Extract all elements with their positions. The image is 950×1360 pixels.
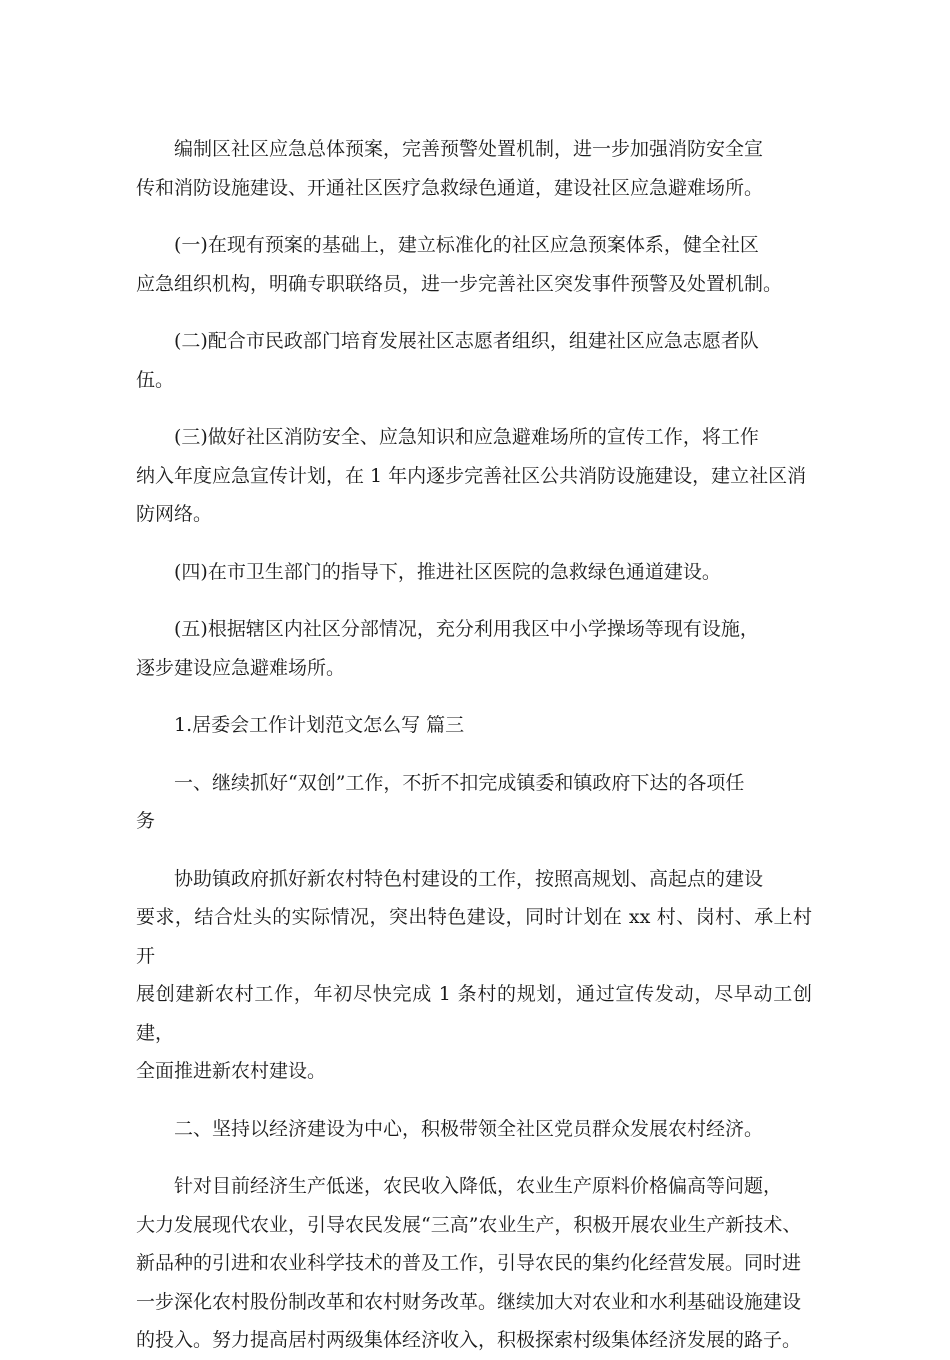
text-line: 纳入年度应急宣传计划，在 1 年内逐步完善社区公共消防设施建设，建立社区消 — [136, 464, 807, 487]
text-line: 新品种的引进和农业科学技术的普及工作，引导农民的集约化经营发展。同时进 — [136, 1252, 802, 1274]
text-line: (三)做好社区消防安全、应急知识和应急避难场所的宣传工作，将工作 — [174, 426, 759, 448]
text-line: 传和消防设施建设、开通社区医疗急救绿色通道，建设社区应急避难场所。 — [136, 176, 764, 199]
paragraph-item-5 — [136, 610, 812, 687]
document-page — [136, 130, 812, 1360]
text-line: 一、继续抓好“双创”工作，不折不扣完成镇委和镇政府下达的各项任 — [174, 771, 745, 794]
section-heading: 1.居委会工作计划范文怎么写 篇三 — [174, 714, 465, 736]
text-line: 一步深化农村股份制改革和农村财务改革。继续加大对农业和水利基础设施建设 — [136, 1290, 802, 1313]
text-line: 展创建新农村工作，年初尽快完成 1 条村的规划，通过宣传发动，尽早动工创建， — [136, 983, 812, 1044]
text-line: 的投入。努力提高居村两级集体经济收入，积极探索村级集体经济发展的路子。 — [136, 1329, 802, 1351]
text-line: (二)配合市民政部门培育发展社区志愿者组织，组建社区应急志愿者队 — [174, 330, 759, 352]
text-line: 应急组织机构，明确专职联络员，进一步完善社区突发事件预警及处置机制。 — [136, 272, 783, 295]
paragraph-item-4 — [136, 553, 812, 592]
text-line: 务 — [136, 810, 156, 832]
paragraph-section-2-title — [136, 1110, 812, 1149]
text-line: 逐步建设应急避难场所。 — [136, 656, 346, 679]
text-line: 协助镇政府抓好新农村特色村建设的工作，按照高规划、高起点的建设 — [174, 867, 764, 890]
text-line: 防网络。 — [136, 503, 213, 525]
paragraph-new-village — [136, 860, 812, 1091]
paragraph-item-1 — [136, 226, 812, 303]
text-line: 全面推进新农村建设。 — [136, 1060, 327, 1082]
paragraph-section-1-title — [136, 764, 812, 841]
text-line: (一)在现有预案的基础上，建立标准化的社区应急预案体系，健全社区 — [174, 234, 759, 256]
text-line: 编制区社区应急总体预案，完善预警处置机制，进一步加强消防安全宣 — [174, 138, 764, 160]
paragraph-emergency-plan — [136, 130, 812, 207]
paragraph-rural-economy — [136, 1167, 812, 1360]
text-line: 伍。 — [136, 368, 175, 391]
text-line: (四)在市卫生部门的指导下，推进社区医院的急救绿色通道建设。 — [174, 560, 721, 583]
text-line: 针对目前经济生产低迷，农民收入降低，农业生产原料价格偏高等问题， — [174, 1175, 783, 1197]
text-line: 大力发展现代农业，引导农民发展“三高”农业生产，积极开展农业生产新技术、 — [136, 1213, 802, 1236]
paragraph-item-3 — [136, 418, 812, 534]
text-line: 要求，结合灶头的实际情况，突出特色建设，同时计划在 xx 村、岗村、承上村开 — [136, 906, 812, 967]
text-line: 二、坚持以经济建设为中心，积极带领全社区党员群众发展农村经济。 — [174, 1117, 764, 1140]
text-line: (五)根据辖区内社区分部情况，充分利用我区中小学操场等现有设施， — [174, 618, 759, 640]
paragraph-item-2 — [136, 322, 812, 399]
